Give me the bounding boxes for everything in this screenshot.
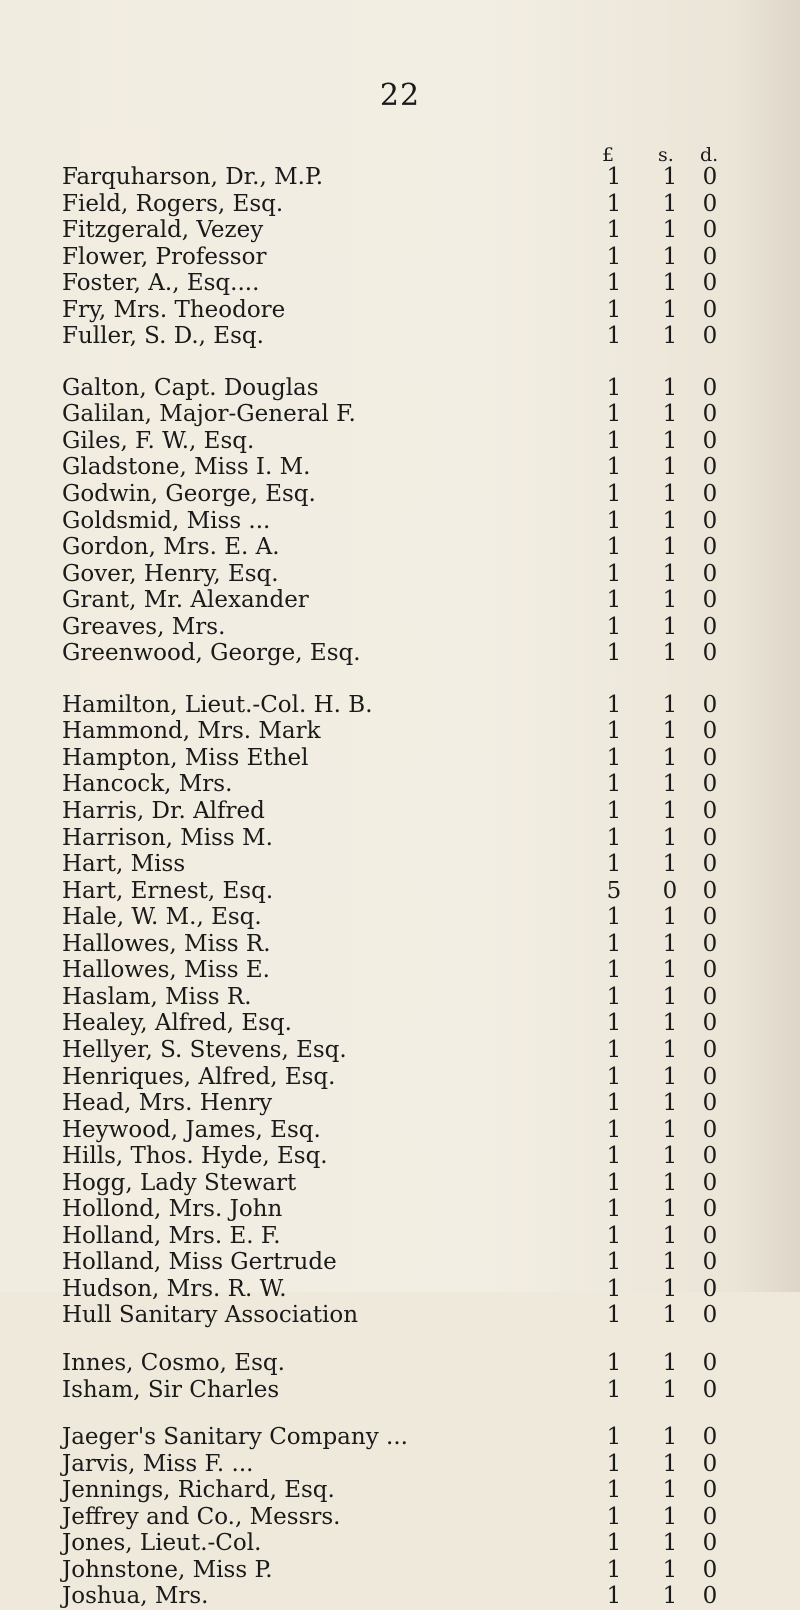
- group-spacer: [62, 1329, 762, 1350]
- shillings-value: 1: [662, 1583, 678, 1610]
- shillings-value: 1: [662, 851, 678, 878]
- pence-value: 0: [702, 1010, 718, 1037]
- shillings-value: 1: [662, 560, 678, 587]
- pounds-value: 1: [606, 560, 622, 587]
- shillings-value: 1: [662, 217, 678, 244]
- subscriber-name: Greaves, Mrs.: [62, 613, 226, 640]
- pounds-value: 1: [606, 957, 622, 984]
- subscriber-row: [62, 1143, 762, 1170]
- subscriber-row: [62, 1477, 762, 1504]
- pounds-value: 1: [606, 1196, 622, 1223]
- pence-value: 0: [702, 877, 718, 904]
- pounds-value: 5: [606, 877, 622, 904]
- pence-value: 0: [702, 904, 718, 931]
- pounds-value: 1: [606, 904, 622, 931]
- pence-value: 0: [702, 718, 718, 745]
- pounds-value: 1: [606, 1503, 622, 1530]
- subscriber-name: Healey, Alfred, Esq.: [62, 1010, 292, 1037]
- shillings-value: 1: [662, 1222, 678, 1249]
- pounds-value: 1: [606, 1222, 622, 1249]
- subscriber-name: Hamilton, Lieut.-Col. H. B.: [62, 691, 373, 718]
- pence-value: 0: [702, 323, 718, 350]
- pounds-value: 1: [606, 1036, 622, 1063]
- pounds-value: 1: [606, 374, 622, 401]
- subscriber-row: [62, 851, 762, 878]
- pounds-value: 1: [606, 1249, 622, 1276]
- subscriber-name: Hudson, Mrs. R. W.: [62, 1275, 287, 1302]
- subscriber-name: Jaeger's Sanitary Company ...: [62, 1424, 408, 1451]
- subscriber-name: Galton, Capt. Douglas: [62, 374, 319, 401]
- shillings-value: 1: [662, 1169, 678, 1196]
- subscriber-row: [62, 1276, 762, 1303]
- pounds-value: 1: [606, 1116, 622, 1143]
- pence-value: 0: [702, 798, 718, 825]
- pence-value: 0: [702, 1302, 718, 1329]
- pence-value: 0: [702, 824, 718, 851]
- pence-value: 0: [702, 1424, 718, 1451]
- pounds-value: 1: [606, 243, 622, 270]
- letter-group-f: [62, 164, 762, 350]
- subscriber-row: [62, 640, 762, 667]
- pounds-value: 1: [606, 454, 622, 481]
- shillings-column-header: s.: [658, 144, 674, 166]
- subscriber-name: Henriques, Alfred, Esq.: [62, 1063, 336, 1090]
- subscriber-row: [62, 164, 762, 191]
- subscriber-name: Heywood, James, Esq.: [62, 1116, 321, 1143]
- pence-value: 0: [702, 744, 718, 771]
- pence-value: 0: [702, 1116, 718, 1143]
- subscriber-name: Fry, Mrs. Theodore: [62, 296, 286, 323]
- pence-value: 0: [702, 190, 718, 217]
- subscriber-row: [62, 798, 762, 825]
- pounds-value: 1: [606, 851, 622, 878]
- pence-value: 0: [702, 427, 718, 454]
- shillings-value: 1: [662, 190, 678, 217]
- pounds-value: 1: [606, 718, 622, 745]
- pounds-value: 1: [606, 1143, 622, 1170]
- shillings-value: 1: [662, 798, 678, 825]
- subscriber-name: Hancock, Mrs.: [62, 771, 233, 798]
- group-spacer: [62, 350, 762, 375]
- shillings-value: 1: [662, 1450, 678, 1477]
- subscriber-name: Godwin, George, Esq.: [62, 481, 316, 508]
- pence-value: 0: [702, 1556, 718, 1583]
- subscriber-row: [62, 401, 762, 428]
- subscriber-name: Holland, Mrs. E. F.: [62, 1222, 281, 1249]
- pence-value: 0: [702, 164, 718, 190]
- pounds-value: 1: [606, 1302, 622, 1329]
- pounds-value: 1: [606, 587, 622, 614]
- subscriber-name: Fuller, S. D., Esq.: [62, 323, 264, 350]
- subscriber-row: [62, 1350, 762, 1377]
- subscriber-name: Hampton, Miss Ethel: [62, 744, 309, 771]
- shillings-value: 1: [662, 164, 678, 190]
- shillings-value: 1: [662, 270, 678, 297]
- subscriber-row: [62, 323, 762, 350]
- shillings-value: 1: [662, 824, 678, 851]
- pounds-value: 1: [606, 1063, 622, 1090]
- shillings-value: 1: [662, 481, 678, 508]
- subscriber-name: Jones, Lieut.-Col.: [62, 1530, 262, 1557]
- subscriber-row: [62, 1504, 762, 1531]
- subscriber-name: Harrison, Miss M.: [62, 824, 273, 851]
- pence-value: 0: [702, 691, 718, 718]
- pence-value: 0: [702, 1090, 718, 1117]
- shillings-value: 1: [662, 957, 678, 984]
- shillings-value: 1: [662, 1424, 678, 1451]
- pence-value: 0: [702, 851, 718, 878]
- subscriber-name: Jennings, Richard, Esq.: [62, 1477, 335, 1504]
- subscriber-row: [62, 745, 762, 772]
- subscriber-row: [62, 825, 762, 852]
- shillings-value: 1: [662, 587, 678, 614]
- pence-value: 0: [702, 1477, 718, 1504]
- pence-value: 0: [702, 1063, 718, 1090]
- subscriber-name: Giles, F. W., Esq.: [62, 427, 255, 454]
- subscriber-row: [62, 718, 762, 745]
- shillings-value: 1: [662, 243, 678, 270]
- subscription-list: [62, 164, 762, 1610]
- subscriber-row: [62, 931, 762, 958]
- shillings-value: 1: [662, 296, 678, 323]
- pence-value: 0: [702, 1530, 718, 1557]
- group-spacer: [62, 1403, 762, 1424]
- subscriber-name: Flower, Professor: [62, 243, 267, 270]
- pounds-value: 1: [606, 1090, 622, 1117]
- pence-value: 0: [702, 374, 718, 401]
- shillings-value: 1: [662, 323, 678, 350]
- letter-group-j: [62, 1424, 762, 1610]
- pence-value: 0: [702, 1036, 718, 1063]
- subscriber-row: [62, 1037, 762, 1064]
- shillings-value: 1: [662, 1036, 678, 1063]
- pounds-value: 1: [606, 190, 622, 217]
- subscriber-name: Hellyer, S. Stevens, Esq.: [62, 1036, 347, 1063]
- pounds-value: 1: [606, 691, 622, 718]
- shillings-value: 1: [662, 534, 678, 561]
- subscriber-name: Joshua, Mrs.: [62, 1583, 209, 1610]
- letter-group-h: [62, 692, 762, 1329]
- pounds-value: 1: [606, 640, 622, 667]
- pounds-value: 1: [606, 323, 622, 350]
- shillings-value: 1: [662, 1302, 678, 1329]
- subscriber-name: Isham, Sir Charles: [62, 1376, 280, 1403]
- pounds-value: 1: [606, 270, 622, 297]
- pence-value: 0: [702, 640, 718, 667]
- shillings-value: 1: [662, 1530, 678, 1557]
- subscriber-name: Greenwood, George, Esq.: [62, 640, 361, 667]
- pounds-value: 1: [606, 507, 622, 534]
- subscriber-name: Gordon, Mrs. E. A.: [62, 534, 280, 561]
- subscriber-name: Haslam, Miss R.: [62, 983, 252, 1010]
- subscriber-name: Fitzgerald, Vezey: [62, 217, 264, 244]
- subscriber-name: Gladstone, Miss I. M.: [62, 454, 311, 481]
- shillings-value: 1: [662, 1249, 678, 1276]
- pence-value: 0: [702, 957, 718, 984]
- pounds-value: 1: [606, 1450, 622, 1477]
- subscriber-row: [62, 614, 762, 641]
- subscriber-name: Hills, Thos. Hyde, Esq.: [62, 1143, 328, 1170]
- subscriber-name: Hogg, Lady Stewart: [62, 1169, 297, 1196]
- shillings-value: 1: [662, 1143, 678, 1170]
- subscriber-row: [62, 297, 762, 324]
- shillings-value: 1: [662, 1063, 678, 1090]
- pounds-value: 1: [606, 744, 622, 771]
- subscriber-row: [62, 508, 762, 535]
- pounds-value: 1: [606, 481, 622, 508]
- subscriber-name: Jarvis, Miss F. ...: [62, 1450, 254, 1477]
- pence-value: 0: [702, 1275, 718, 1302]
- pence-value: 0: [702, 930, 718, 957]
- pounds-column-header: £: [602, 144, 615, 166]
- pounds-value: 1: [606, 1275, 622, 1302]
- subscriber-name: Head, Mrs. Henry: [62, 1090, 273, 1117]
- pence-value: 0: [702, 1143, 718, 1170]
- subscriber-row: [62, 957, 762, 984]
- pence-value: 0: [702, 771, 718, 798]
- pounds-value: 1: [606, 217, 622, 244]
- subscriber-row: [62, 428, 762, 455]
- subscriber-name: Innes, Cosmo, Esq.: [62, 1349, 285, 1376]
- shillings-value: 1: [662, 1090, 678, 1117]
- subscriber-name: Hart, Ernest, Esq.: [62, 877, 274, 904]
- subscriber-name: Johnstone, Miss P.: [62, 1556, 273, 1583]
- pence-value: 0: [702, 560, 718, 587]
- letter-group-g: [62, 375, 762, 667]
- shillings-value: 1: [662, 904, 678, 931]
- pounds-value: 1: [606, 983, 622, 1010]
- pounds-value: 1: [606, 1169, 622, 1196]
- subscriber-row: [62, 1090, 762, 1117]
- subscriber-row: [62, 1451, 762, 1478]
- shillings-value: 1: [662, 374, 678, 401]
- subscriber-row: [62, 904, 762, 931]
- pence-value: 0: [702, 1196, 718, 1223]
- group-spacer: [62, 667, 762, 692]
- subscriber-row: [62, 1583, 762, 1610]
- pence-value: 0: [702, 401, 718, 428]
- subscriber-row: [62, 244, 762, 271]
- subscriber-row: [62, 561, 762, 588]
- subscriber-name: Foster, A., Esq....: [62, 270, 260, 297]
- pounds-value: 1: [606, 930, 622, 957]
- pounds-value: 1: [606, 1583, 622, 1610]
- shillings-value: 1: [662, 401, 678, 428]
- subscriber-row: [62, 1010, 762, 1037]
- shillings-value: 1: [662, 640, 678, 667]
- subscriber-name: Hale, W. M., Esq.: [62, 904, 262, 931]
- subscriber-row: [62, 1117, 762, 1144]
- subscriber-row: [62, 191, 762, 218]
- subscriber-name: Holland, Miss Gertrude: [62, 1249, 337, 1276]
- pounds-value: 1: [606, 1424, 622, 1451]
- pence-value: 0: [702, 1222, 718, 1249]
- pounds-value: 1: [606, 798, 622, 825]
- pounds-value: 1: [606, 1349, 622, 1376]
- pence-value: 0: [702, 243, 718, 270]
- shillings-value: 1: [662, 718, 678, 745]
- subscriber-row: [62, 1064, 762, 1091]
- subscriber-row: [62, 771, 762, 798]
- subscriber-row: [62, 270, 762, 297]
- shillings-value: 1: [662, 744, 678, 771]
- pounds-value: 1: [606, 427, 622, 454]
- shillings-value: 1: [662, 691, 678, 718]
- shillings-value: 1: [662, 1275, 678, 1302]
- shillings-value: 1: [662, 771, 678, 798]
- pounds-value: 1: [606, 1477, 622, 1504]
- shillings-value: 1: [662, 613, 678, 640]
- subscriber-row: [62, 1170, 762, 1197]
- subscriber-name: Hallowes, Miss E.: [62, 957, 270, 984]
- pence-value: 0: [702, 296, 718, 323]
- subscriber-row: [62, 587, 762, 614]
- subscriber-row: [62, 1377, 762, 1404]
- subscriber-row: [62, 1249, 762, 1276]
- shillings-value: 1: [662, 1376, 678, 1403]
- shillings-value: 1: [662, 1116, 678, 1143]
- pence-value: 0: [702, 983, 718, 1010]
- page-number: 22: [379, 78, 421, 113]
- shillings-value: 1: [662, 930, 678, 957]
- subscriber-row: [62, 1424, 762, 1451]
- subscriber-row: [62, 454, 762, 481]
- shillings-value: 0: [662, 877, 678, 904]
- pence-value: 0: [702, 1249, 718, 1276]
- pence-value: 0: [702, 587, 718, 614]
- pence-value: 0: [702, 217, 718, 244]
- shillings-value: 1: [662, 1349, 678, 1376]
- pounds-value: 1: [606, 1556, 622, 1583]
- subscriber-name: Gover, Henry, Esq.: [62, 560, 279, 587]
- pounds-value: 1: [606, 534, 622, 561]
- shillings-value: 1: [662, 1477, 678, 1504]
- subscriber-row: [62, 1302, 762, 1329]
- shillings-value: 1: [662, 427, 678, 454]
- pounds-value: 1: [606, 824, 622, 851]
- subscriber-row: [62, 1557, 762, 1584]
- pounds-value: 1: [606, 164, 622, 190]
- subscriber-row: [62, 1530, 762, 1557]
- subscriber-name: Jeffrey and Co., Messrs.: [62, 1503, 341, 1530]
- pence-value: 0: [702, 1503, 718, 1530]
- subscriber-name: Harris, Dr. Alfred: [62, 798, 265, 825]
- pence-value: 0: [702, 1450, 718, 1477]
- subscriber-name: Hallowes, Miss R.: [62, 930, 271, 957]
- pence-value: 0: [702, 1376, 718, 1403]
- pence-value: 0: [702, 1583, 718, 1610]
- subscriber-name: Goldsmid, Miss ...: [62, 507, 271, 534]
- subscriber-row: [62, 1196, 762, 1223]
- pence-value: 0: [702, 1169, 718, 1196]
- pounds-value: 1: [606, 296, 622, 323]
- pounds-value: 1: [606, 1010, 622, 1037]
- subscriber-row: [62, 878, 762, 905]
- subscriber-name: Field, Rogers, Esq.: [62, 190, 284, 217]
- subscriber-name: Galilan, Major-General F.: [62, 401, 356, 428]
- pence-value: 0: [702, 613, 718, 640]
- subscriber-name: Farquharson, Dr., M.P.: [62, 164, 324, 190]
- subscriber-row: [62, 534, 762, 561]
- shillings-value: 1: [662, 1503, 678, 1530]
- shillings-value: 1: [662, 507, 678, 534]
- subscriber-row: [62, 984, 762, 1011]
- subscriber-row: [62, 692, 762, 719]
- subscriber-row: [62, 375, 762, 402]
- pounds-value: 1: [606, 613, 622, 640]
- subscriber-row: [62, 1223, 762, 1250]
- subscriber-row: [62, 217, 762, 244]
- subscriber-row: [62, 481, 762, 508]
- pence-value: 0: [702, 454, 718, 481]
- subscriber-name: Hart, Miss: [62, 851, 186, 878]
- pounds-value: 1: [606, 1376, 622, 1403]
- letter-group-i: [62, 1350, 762, 1403]
- pounds-value: 1: [606, 771, 622, 798]
- shillings-value: 1: [662, 1556, 678, 1583]
- subscriber-name: Hammond, Mrs. Mark: [62, 718, 321, 745]
- pence-value: 0: [702, 507, 718, 534]
- pence-column-header: d.: [700, 144, 719, 166]
- shillings-value: 1: [662, 1196, 678, 1223]
- pence-value: 0: [702, 481, 718, 508]
- pounds-value: 1: [606, 401, 622, 428]
- subscriber-name: Hull Sanitary Association: [62, 1302, 359, 1329]
- pence-value: 0: [702, 1349, 718, 1376]
- pence-value: 0: [702, 534, 718, 561]
- subscriber-name: Grant, Mr. Alexander: [62, 587, 309, 614]
- subscriber-name: Hollond, Mrs. John: [62, 1196, 283, 1223]
- pounds-value: 1: [606, 1530, 622, 1557]
- shillings-value: 1: [662, 454, 678, 481]
- pence-value: 0: [702, 270, 718, 297]
- shillings-value: 1: [662, 983, 678, 1010]
- shillings-value: 1: [662, 1010, 678, 1037]
